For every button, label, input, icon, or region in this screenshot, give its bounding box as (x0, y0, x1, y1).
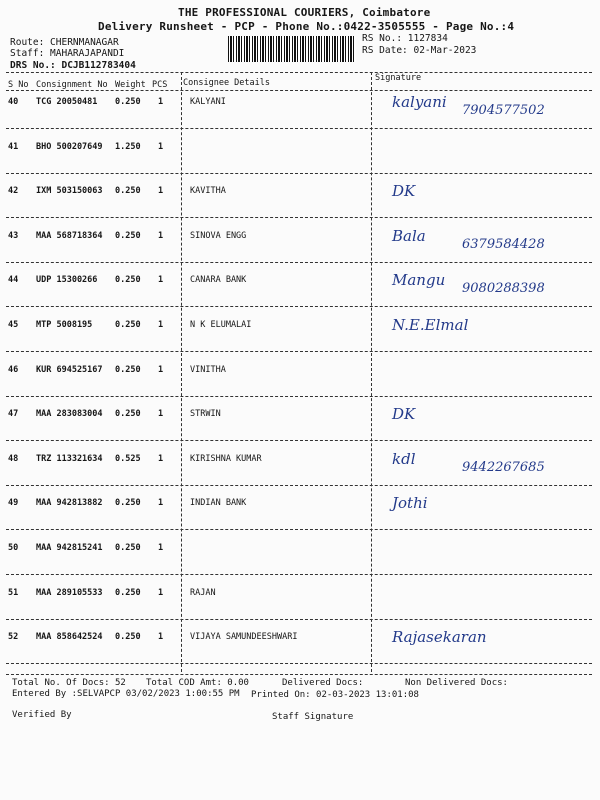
row-pcs: 1 (158, 142, 164, 152)
row-consignee: N K ELUMALAI (190, 320, 252, 330)
row-pcs: 1 (158, 498, 164, 508)
col-divider-signature (371, 72, 372, 672)
row-consignment-no: BHO 500207649 (36, 142, 103, 152)
row-consignee: STRWIN (190, 409, 221, 419)
row-sno: 40 (8, 97, 19, 107)
row-consignment-no: MAA 942815241 (36, 543, 103, 553)
row-phone-note: 6379584428 (462, 237, 545, 252)
verified-by: Verified By (12, 710, 72, 720)
row-consignee: KALYANI (190, 97, 226, 107)
row-signature: DK (392, 405, 416, 423)
col-header-sno: S No (8, 80, 29, 90)
row-sno: 48 (8, 454, 19, 464)
row-consignment-no: TCG 20050481 (36, 97, 98, 107)
row-weight: 0.250 (115, 275, 141, 285)
row-pcs: 1 (158, 365, 164, 375)
row-pcs: 1 (158, 275, 164, 285)
row-consignment-no: IXM 503150063 (36, 186, 103, 196)
row-separator (6, 351, 592, 352)
row-signature: kalyani (392, 93, 447, 111)
row-sno: 43 (8, 231, 19, 241)
row-phone-note: 9442267685 (462, 460, 545, 475)
row-phone-note: 9080288398 (462, 281, 545, 296)
row-pcs: 1 (158, 320, 164, 330)
col-divider-consignee (181, 72, 182, 672)
col-header-weight: Weight (115, 80, 146, 90)
document-title: THE PROFESSIONAL COURIERS, Coimbatore (178, 6, 431, 19)
row-weight: 0.250 (115, 365, 141, 375)
row-consignment-no: MAA 568718364 (36, 231, 103, 241)
row-pcs: 1 (158, 409, 164, 419)
row-sno: 44 (8, 275, 19, 285)
row-separator (6, 128, 592, 129)
row-consignee: INDIAN BANK (190, 498, 247, 508)
row-sno: 50 (8, 543, 19, 553)
col-header-consignee: Consignee Details (183, 78, 270, 88)
row-pcs: 1 (158, 231, 164, 241)
staff-label: Staff: MAHARAJAPANDI (10, 48, 125, 59)
non-delivered-docs: Non Delivered Docs: (405, 678, 508, 688)
row-consignment-no: TRZ 113321634 (36, 454, 103, 464)
row-weight: 0.250 (115, 186, 141, 196)
row-consignment-no: KUR 694525167 (36, 365, 103, 375)
row-pcs: 1 (158, 632, 164, 642)
row-consignment-no: MAA 858642524 (36, 632, 103, 642)
row-weight: 0.250 (115, 320, 141, 330)
row-consignment-no: MAA 283083004 (36, 409, 103, 419)
row-sno: 51 (8, 588, 19, 598)
delivered-docs: Delivered Docs: (282, 678, 364, 688)
row-signature: kdl (392, 450, 416, 468)
row-weight: 0.250 (115, 231, 141, 241)
row-consignee: CANARA BANK (190, 275, 247, 285)
row-separator (6, 663, 592, 664)
row-sno: 52 (8, 632, 19, 642)
row-separator (6, 574, 592, 575)
row-signature: N.E.Elmal (392, 316, 469, 334)
row-consignment-no: MTP 5008195 (36, 320, 93, 330)
row-separator (6, 217, 592, 218)
row-separator (6, 306, 592, 307)
row-consignee: KAVITHA (190, 186, 226, 196)
row-consignment-no: MAA 942813882 (36, 498, 103, 508)
row-signature: Jothi (392, 494, 428, 512)
drs-number: DRS No.: DCJB112783404 (10, 60, 136, 71)
row-sno: 45 (8, 320, 19, 330)
row-separator (6, 485, 592, 486)
row-weight: 0.250 (115, 543, 141, 553)
row-separator (6, 173, 592, 174)
row-consignee: KIRISHNA KUMAR (190, 454, 262, 464)
row-consignee: VIJAYA SAMUNDEESHWARI (190, 632, 298, 642)
row-sno: 47 (8, 409, 19, 419)
document-subtitle: Delivery Runsheet - PCP - Phone No.:0422-3505555 - Page No.:4 (98, 20, 515, 33)
total-docs: Total No. Of Docs: 52 (12, 678, 126, 688)
row-weight: 0.250 (115, 588, 141, 598)
entered-by: Entered By :SELVAPCP 03/02/2023 1:00:55 PM (12, 689, 240, 699)
row-pcs: 1 (158, 454, 164, 464)
row-signature: Mangu (392, 271, 446, 289)
row-separator (6, 619, 592, 620)
printed-on: Printed On: 02-03-2023 13:01:08 (251, 690, 419, 700)
header-bottom-rule (6, 90, 592, 91)
row-signature: DK (392, 182, 416, 200)
row-pcs: 1 (158, 588, 164, 598)
table-top-rule (6, 72, 592, 73)
row-weight: 0.250 (115, 409, 141, 419)
row-consignment-no: UDP 15300266 (36, 275, 98, 285)
row-consignee: SINOVA ENGG (190, 231, 247, 241)
row-sno: 42 (8, 186, 19, 196)
row-separator (6, 529, 592, 530)
total-cod-amount: Total COD Amt: 0.00 (146, 678, 249, 688)
row-weight: 0.250 (115, 498, 141, 508)
row-separator (6, 262, 592, 263)
barcode (228, 36, 356, 62)
row-weight: 1.250 (115, 142, 141, 152)
row-pcs: 1 (158, 186, 164, 196)
row-consignment-no: MAA 289105533 (36, 588, 103, 598)
row-separator (6, 440, 592, 441)
col-header-signature: Signature (375, 73, 422, 83)
row-signature: Bala (392, 227, 426, 245)
row-sno: 41 (8, 142, 19, 152)
row-separator (6, 396, 592, 397)
row-sno: 49 (8, 498, 19, 508)
row-weight: 0.525 (115, 454, 141, 464)
row-weight: 0.250 (115, 632, 141, 642)
row-pcs: 1 (158, 97, 164, 107)
table-bottom-rule (6, 674, 592, 675)
staff-signature-label: Staff Signature (272, 712, 354, 722)
col-header-consignment: Consignment No (36, 80, 108, 90)
row-sno: 46 (8, 365, 19, 375)
row-signature: Rajasekaran (392, 628, 487, 646)
row-pcs: 1 (158, 543, 164, 553)
row-consignee: RAJAN (190, 588, 216, 598)
row-weight: 0.250 (115, 97, 141, 107)
col-header-pcs: PCS (152, 80, 168, 90)
rs-number: RS No.: 1127834 (362, 33, 448, 44)
row-consignee: VINITHA (190, 365, 226, 375)
row-phone-note: 7904577502 (462, 103, 545, 118)
rs-date: RS Date: 02-Mar-2023 (362, 45, 477, 56)
route-label: Route: CHERNMANAGAR (10, 37, 119, 48)
